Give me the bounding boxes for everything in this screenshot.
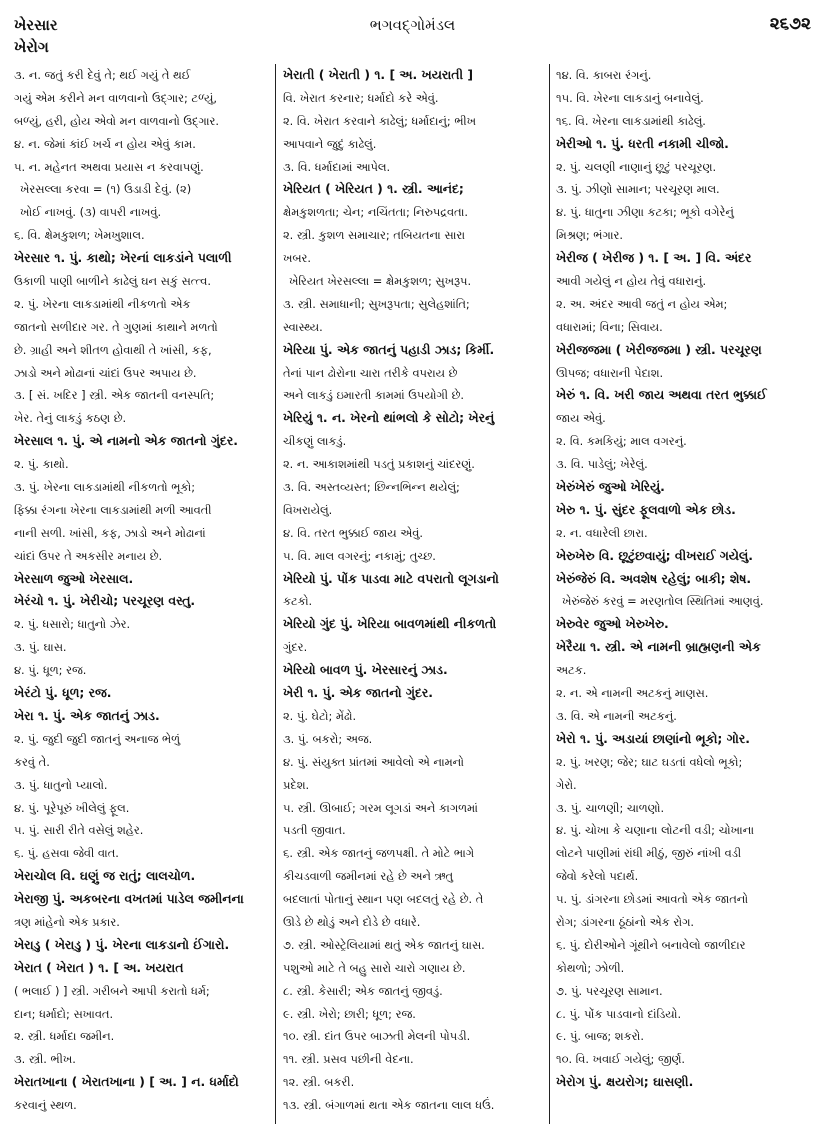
- definition-line: ઊડે છે થોડું અને દોડે છે વધારે.: [283, 914, 421, 929]
- definition-line: ૨. પું. ધસારો; ધાતુનો ઝેર.: [14, 617, 131, 632]
- definition-line: જાય એવું.: [556, 411, 606, 426]
- entry-headword-line: ખેરુંજેરું વિ. અવશેષ રહેલું; બાકી; શેષ.: [556, 570, 752, 586]
- definition-line: ઉકાળી પાણી બાળીને કાઢેલું ઘન સકું સત્ત્વ.: [14, 274, 212, 289]
- definition-line: ૧૪. વિ. કાબરા રંગનું.: [556, 68, 652, 82]
- entry-headword-line: ખેરાજી પું. અકબરના વખતમાં પાડેલ જમીનના: [14, 891, 244, 907]
- definition-line: ૧૧. સ્ત્રી. પ્રસવ પછીની વેદના.: [283, 1052, 414, 1067]
- definition-line: ૯. સ્ત્રી. ખેરો; છારી; ધૂળ; રજ.: [283, 1006, 416, 1021]
- definition-line: ૩. સ્ત્રી. સમાધાની; સુખરૂપતા; સુલેહશાંતિ;: [283, 296, 470, 311]
- definition-line: કોથળો; ઝોળી.: [556, 960, 625, 975]
- definition-line: ૪. પું. ચોખા કે ચણાના લોટની વડી; ચોખાના: [556, 823, 754, 838]
- definition-line: લોટને પાણીમાં રાંધી મીઠું, જીરું નાંખી વડી: [556, 846, 742, 861]
- definition-line: અટક.: [556, 663, 587, 678]
- definition-line: ગેરો.: [556, 777, 577, 792]
- definition-line: ૨. પું. કાથો.: [14, 457, 69, 472]
- definition-line: સ્વાસ્થ્ય.: [283, 319, 323, 334]
- definition-line: ૫. વિ. માલ વગરનું; નકામું; તુચ્છ.: [283, 548, 436, 563]
- idiom-line: ખેરુંજેરું કરવું = મરણતોલ સ્થિતિમાં આણવું.: [562, 594, 764, 609]
- definition-line: ૨. વિ. ખેરાત કરવાને કાઢેલું; ધર્માદાનું; ભીખ: [283, 113, 477, 128]
- definition-line: ૨. અ. અંદર આવી જતું ન હોય એમ;: [556, 296, 728, 311]
- entry-headword-line: ખેરુવેર જુઓ ખેરુખેરુ.: [556, 616, 669, 632]
- column-divider: [549, 64, 550, 1124]
- column-divider: [275, 64, 276, 1124]
- definition-line: મિશ્રણ; ભંગાર.: [556, 228, 624, 243]
- definition-line: ૧૫. વિ. ખેરના લાકડાનું બનાવેલું.: [556, 90, 704, 105]
- definition-line: ૧૨. સ્ત્રી. બકરી.: [283, 1075, 355, 1090]
- definition-line: ૨. પું. ઘેટો; મેંઢો.: [283, 708, 357, 723]
- definition-line: ૪. પું. સંયુક્ત પ્રાંતમાં આવેલો એ નામનો: [283, 754, 464, 769]
- definition-line: નાની સળી. ખાંસી, કફ, ઝાડો અને મોઢાનાં: [14, 525, 206, 540]
- definition-line: બળ્યું, હરી, હોય એવો મન વાળવાનો ઉદ્ગાર.: [14, 113, 220, 128]
- definition-line: ૫. સ્ત્રી. ઊબાઈ; ગરમ લૂગડાં અને કાગળમાં: [283, 800, 478, 815]
- definition-line: ૨. સ્ત્રી. કુશળ સમાચાર; તબિયતના સારા: [283, 228, 466, 243]
- definition-line: ત્રણ માંહેનો એક પ્રકાર.: [14, 914, 120, 929]
- column-left: [14, 64, 266, 1124]
- definition-line: ખેર. તેનું લાકડું કઠણ છે.: [14, 411, 127, 426]
- definition-line: ૭. પું. પરચૂરણ સામાન.: [556, 983, 663, 998]
- definition-line: ૩. પું. ધાતુનો પ્યાલો.: [14, 777, 108, 792]
- entry-headword-line: ખેરિયો ગુંદ પું. ખેરિયા બાવળમાંથી નીકળતો: [283, 616, 497, 632]
- entry-headword-line: ખેરસાળ જુઓ ખેરસાલ.: [14, 570, 134, 586]
- definition-line: ૪. પું. ધૂળ; રજ.: [14, 663, 87, 678]
- entry-headword-line: ખેરિયો પું. પોંક પાડવા માટે વપરાતો લૂગડાનો: [283, 570, 499, 586]
- definition-line: ૨. ન. આકાશમાંથી પડતું પ્રકાશનું ચાંદરણું.: [283, 457, 475, 472]
- entry-headword-line: ખેરાત ( ખેરાત ) ૧. [ અ. ખયરાત: [14, 959, 184, 975]
- definition-line: ચીકણું લાકડું.: [283, 434, 347, 449]
- definition-line: ૩. [ સં. ખદિર ] સ્ત્રી. એક જાતની વનસ્પતિ;: [14, 388, 215, 403]
- definition-line: ૪. ન. જેમાં કાંઈ ખર્ચ ન હોય એવું કામ.: [14, 136, 196, 151]
- definition-line: ૩. પું. બકરો; અજ.: [283, 731, 373, 746]
- definition-line: ૧૦. વિ. ખવાઈ ગયેલું; જીર્ણ.: [556, 1052, 686, 1067]
- definition-line: આપવાને જુદું કાઢેલું.: [283, 136, 377, 151]
- definition-line: ( ભલાઈ ) ] સ્ત્રી. ગરીબને આપી કરાતો ધર્મ;: [14, 983, 210, 998]
- entry-headword-line: ખેરૈયા ૧. સ્ત્રી. એ નામની બ્રાહ્મણની એક: [556, 639, 761, 655]
- definition-line: ગુંદર.: [283, 640, 308, 655]
- definition-line: ૨. પું. ખરણ; જેર; ઘાટ ઘડતાં વધેલો ભૂકો;: [556, 754, 743, 769]
- definition-line: ૩. પું. ઘાસ.: [14, 640, 67, 655]
- entry-headword-line: ખેરસાલ ૧. પું. એ નામનો એક જાતનો ગુંદર.: [14, 433, 238, 449]
- definition-line: ૨. પું. જુદી જુદી જાતનું અનાજ ભેળું: [14, 731, 181, 746]
- definition-line: ૩. વિ. ધર્માદામાં આપેલ.: [283, 159, 391, 174]
- definition-line: ૯. પું. બાજ; શકરો.: [556, 1029, 644, 1044]
- entry-headword-line: ખેરી ૧. પું. એક જાતનો ગુંદર.: [283, 685, 433, 701]
- definition-line: તેનાં પાન ઢોરોના ચારા તરીકે વપરાય છે: [283, 365, 458, 380]
- last-headword: ખેરોગ: [14, 38, 49, 56]
- definition-line: ૨. વિ. કમકિયું; માલ વગરનું.: [556, 434, 687, 449]
- definition-line: વિખરાયેલું.: [283, 502, 333, 517]
- definition-line: જાતનો સળીદાર ગર. તે ગુણમાં કાથાને મળતો: [14, 319, 218, 334]
- definition-line: પ્રદેશ.: [283, 777, 310, 792]
- definition-line: ૩. વિ. એ નામની અટકનું.: [556, 708, 677, 723]
- definition-line: ગયું એમ કરીને મન વાળવાનો ઉદ્ગાર; ટળ્યું,: [14, 90, 217, 105]
- definition-line: ૪. પું. ધાતુના ઝીણા કટકા; ભૂકો વગેરેનું: [556, 205, 734, 220]
- definition-line: ૩. વિ. અસ્તવ્યસ્ત; છિન્નભિન્ન થયેલું;: [283, 480, 460, 495]
- definition-line: ૫. ન. મહેનત અથવા પ્રયાસ ન કરવાપણું.: [14, 159, 204, 174]
- entry-headword-line: ખેરુ ૧. પું. સુંદર ફૂલવાળો એક છોડ.: [556, 501, 736, 517]
- definition-line: ૭. સ્ત્રી. ઓસ્ટ્રેલિયામાં થતું એક જાતનું ઘાસ.: [283, 937, 485, 952]
- definition-line: ૨. સ્ત્રી. ધર્માદા જમીન.: [14, 1029, 115, 1044]
- entry-headword-line: ખેરા ૧. પું. એક જાતનું ઝાડ.: [14, 707, 160, 723]
- definition-line: ૧૬. વિ. ખેરના લાકડામાંથી કાઢેલું.: [556, 113, 706, 128]
- entry-headword-line: ખેરીઓ ૧. પું. ધરતી નકામી ચીજો.: [556, 135, 729, 151]
- idiom-line: ખેરિયત ખેરસલ્લા = ક્ષેમકુશળ; સુખરૂપ.: [289, 274, 472, 289]
- definition-line: ૮. સ્ત્રી. કેસારી; એક જાતનું જીવડું.: [283, 983, 443, 998]
- entry-headword-line: ખેરું ૧. વિ. ખરી જાય અથવા તરત ભુક્કાઈ: [556, 387, 767, 403]
- idiom-line: ખેરસલ્લા કરવા = (૧) ઉડાડી દેવું. (૨): [20, 182, 192, 197]
- definition-line: કરવું તે.: [14, 754, 50, 769]
- definition-line: ૪. વિ. તરત ભુક્કાઈ જાય એવું.: [283, 525, 423, 540]
- entry-headword-line: ખેરંટો પું. ધૂળ; રજ.: [14, 685, 112, 701]
- entry-headword-line: ખેરીજ ( ખેરીજ ) ૧. [ અ. ] વિ. અંદર: [556, 250, 752, 266]
- entry-headword-line: ખેરાડુ ( ખેરાડુ ) પું. ખેરના લાકડાનો ઈંગારો.: [14, 936, 230, 952]
- idiom-line: ખોઈ નાખવું. (૩) વાપરી નાખવું.: [20, 205, 162, 220]
- definition-line: ૫. પું. સારી રીતે વસેલું શહેર.: [14, 823, 144, 838]
- definition-line: ૪. પું. પૂરેપૂરું ખીલેલું ફૂલ.: [14, 800, 130, 815]
- definition-line: ૨. પું. ચલણી નાણાનું છૂટું પરચૂરણ.: [556, 159, 717, 174]
- definition-line: ૩. પું. ચાળણી; ચાળણો.: [556, 800, 665, 815]
- entry-headword-line: ખેરાતી ( ખેરાતી ) ૧. [ અ. ખયરાતી ]: [283, 67, 474, 82]
- entry-headword-line: ખેરસાર ૧. પું. કાથો; ખેરનાં લાકડાંને પલાળી: [14, 250, 232, 266]
- dictionary-title: ભગવદ્ગોમંડલ: [369, 16, 456, 34]
- definition-line: ૩. ન. જતું કરી દેવું તે; થઈ ગયું તે થઈ: [14, 68, 191, 82]
- entry-headword-line: ખેરાતખાના ( ખેરાતખાના ) [ અ. ] ન. ધર્માદો: [14, 1074, 239, 1090]
- definition-line: ૨. ન. એ નામની અટકનું માણસ.: [556, 686, 709, 701]
- entry-headword-line: ખેરોગ પું. ક્ષયરોગ; ઘાસણી.: [556, 1074, 694, 1090]
- page-number: ૨૬૭૨: [769, 14, 811, 34]
- definition-line: કીચડવાળી જમીનમાં રહે છે અને ઋતુ: [283, 869, 454, 884]
- definition-line: ફિક્કા રંગના ખેરના લાકડામાંથી મળી આવતી: [14, 502, 212, 517]
- entry-headword-line: ખેરો ૧. પું. અડાયાં છાણાંનો ભૂકો; ગોર.: [556, 730, 750, 746]
- definition-line: બદલાતાં પોતાનું સ્થાન પણ બદલતું રહે છે. તે: [283, 892, 484, 907]
- definition-line: વધારામાં; વિના; સિવાય.: [556, 319, 663, 334]
- definition-line: દાન; ધર્માદો; સખાવત.: [14, 1006, 114, 1021]
- definition-line: ૩. પું. ઝીણો સામાન; પરચૂરણ માલ.: [556, 182, 720, 197]
- entry-headword-line: ખેરુંખેરું જુઓ ખેરિયું.: [556, 479, 665, 495]
- entry-headword-line: ખેરિયું ૧. ન. ખેરનો થાંભલો કે સોટો; ખેરનું: [283, 410, 495, 426]
- definition-line: પડતી જીવાત.: [283, 823, 346, 838]
- definition-line: કરવાનું સ્થળ.: [14, 1098, 77, 1113]
- entry-headword-line: ખેરિયત ( ખેરિયત ) ૧. સ્ત્રી. આનંદ;: [283, 181, 464, 197]
- definition-line: ૧૩. સ્ત્રી. બંગાળમાં થતા એક જાતના લાલ ધઉં.: [283, 1098, 495, 1113]
- definition-line: ૬. પું. દોરીઓને ગૂંથીને બનાવેલો જાળીદાર: [556, 937, 746, 952]
- definition-line: કટકો.: [283, 594, 313, 609]
- entry-headword-line: ખેરંચો ૧. પું. ખેરીચો; પરચૂરણ વસ્તુ.: [14, 593, 196, 609]
- definition-line: ૩. વિ. પાડેલું; ખેરેલું.: [556, 457, 648, 472]
- definition-line: ૮. પું. પોંક પાડવાનો દાંડિયો.: [556, 1006, 682, 1021]
- page-header: [14, 8, 811, 62]
- definition-line: ક્ષેમકુશળતા; ચેન; નચિંતતા; નિરુપદ્રવતા.: [283, 205, 468, 220]
- column-middle: [283, 64, 545, 1124]
- entry-headword-line: ખેરિયા પું. એક જાતનું પહાડી ઝાડ; કિર્મી.: [283, 341, 495, 357]
- column-right: [556, 64, 812, 1124]
- entry-headword-line: ખેરીજજમા ( ખેરીજજમા ) સ્ત્રી. પરચૂરણ: [556, 341, 762, 357]
- definition-line: ચાંદાં ઉપર તે અકસીર મનાય છે.: [14, 548, 163, 563]
- definition-line: ૬. સ્ત્રી. એક જાતનું જળપક્ષી. તે મોટે ભાગે: [283, 846, 475, 861]
- first-headword: ખેરસાર: [14, 16, 58, 34]
- definition-line: ૬. પું. હસવા જેવી વાત.: [14, 846, 119, 861]
- definition-line: રોગ; ડાંગરના ઠૂંઠાંનો એક રોગ.: [556, 914, 695, 929]
- definition-line: વિ. ખેરાત કરનાર; ધર્માદો કરે એવું.: [283, 90, 439, 105]
- definition-line: ૩. પું. ખેરના લાકડામાંથી નીકળતો ભૂકો;: [14, 480, 196, 495]
- definition-line: પશુઓ માટે તે બહુ સારો ચારો ગણાય છે.: [283, 960, 466, 975]
- entry-headword-line: ખેરુખેરુ વિ. છૂટુંછવાયું; વીખરાઈ ગયેલું.: [556, 547, 753, 563]
- definition-line: ઊપજ; વધારાની પેદાશ.: [556, 365, 664, 380]
- definition-line: ઝાડો અને મોઢાનાં ચાંદાં ઉપર અપાય છે.: [14, 365, 197, 380]
- entry-headword-line: ખેરિયો બાવળ પું. ખેરસારનું ઝાડ.: [283, 662, 448, 678]
- definition-line: ૩. સ્ત્રી. ભીખ.: [14, 1052, 76, 1067]
- entry-headword-line: ખેરાચોલ વિ. ઘણું જ રાતું; લાલચોળ.: [14, 868, 196, 884]
- definition-line: છે. ગ્રાહી અને શીતળ હોવાથી તે ખાંસી, કફ,: [14, 342, 212, 357]
- definition-line: ખબર.: [283, 251, 312, 266]
- definition-line: ૨. ન. વધારેલી છારા.: [556, 525, 648, 540]
- definition-line: ૨. પું. ખેરના લાકડામાંથી નીકળતો એક: [14, 296, 191, 311]
- definition-line: જેવો કરેલો પદાર્થ.: [556, 869, 639, 884]
- definition-line: ૫. પું. ડાંગરના છોડમાં આવતો એક જાતનો: [556, 892, 749, 907]
- definition-line: આવી ગયેલું ન હોય તેવું વધારાનું.: [556, 274, 707, 289]
- definition-line: ૬. વિ. ક્ષેમકુશળ; ખેમખુશાલ.: [14, 228, 145, 243]
- definition-line: ૧૦. સ્ત્રી. દાંત ઉપર બાઝતી મેલની પોપડી.: [283, 1029, 471, 1044]
- definition-line: અને લાકડું ઇમારતી કામમાં ઉપયોગી છે.: [283, 388, 465, 403]
